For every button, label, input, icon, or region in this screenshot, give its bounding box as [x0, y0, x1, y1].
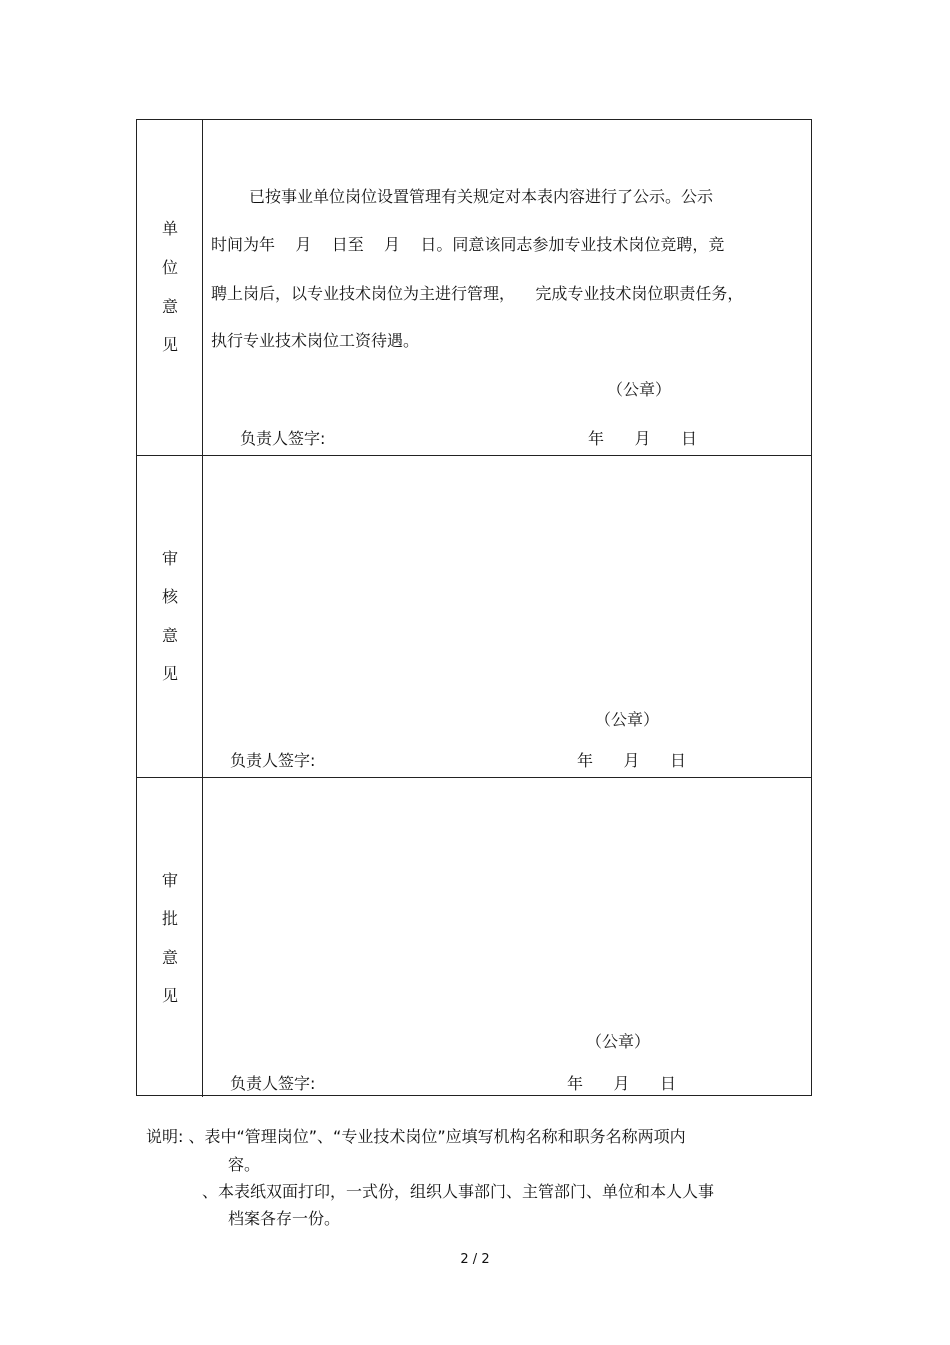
signature-label: 负责人签字:: [230, 1074, 316, 1093]
row-label-char: 见: [161, 335, 178, 354]
approval-opinion-row: [137, 777, 811, 1097]
unit-opinion-body-line: 时间为年 月 日至 月 日。同意该同志参加专业技术岗位竞聘，竞: [211, 235, 725, 254]
official-seal-label: （公章）: [586, 1032, 651, 1051]
note-line: 档案各存一份。: [228, 1209, 341, 1228]
unit-opinion-label-cell: [137, 120, 203, 455]
official-seal-label: （公章）: [595, 710, 660, 729]
row-label-char: 见: [161, 986, 178, 1005]
official-seal-label: （公章）: [607, 380, 672, 399]
unit-opinion-body-line: 聘上岗后，以专业技术岗位为主进行管理， 完成专业技术岗位职责任务，: [211, 284, 744, 303]
row-label-char: 见: [161, 664, 178, 683]
date-label: 年 月 日: [577, 751, 687, 770]
note-line: 说明: 、表中“管理岗位”、“专业技术岗位”应填写机构名称和职务名称两项内: [146, 1127, 686, 1146]
note-line: 、本表纸双面打印，一式份，组织人事部门、主管部门、单位和本人人事: [202, 1182, 715, 1201]
date-label: 年 月 日: [567, 1074, 677, 1093]
signature-label: 负责人签字:: [230, 751, 316, 770]
signature-label: 负责人签字:: [240, 429, 326, 448]
page-number: 2 / 2: [460, 1252, 490, 1267]
opinion-form-table: [136, 119, 812, 1096]
review-opinion-row: [137, 455, 811, 777]
row-label-char: 批: [161, 909, 178, 928]
row-label-char: 审: [161, 549, 178, 568]
note-line: 容。: [228, 1155, 261, 1174]
review-opinion-label-cell: [137, 456, 203, 777]
review-opinion-content-cell: [203, 456, 811, 777]
approval-opinion-label-cell: [137, 778, 203, 1097]
unit-opinion-body-line: 已按事业单位岗位设置管理有关规定对本表内容进行了公示。公示: [249, 187, 714, 206]
row-label-char: 意: [161, 626, 178, 645]
row-label-char: 审: [161, 871, 178, 890]
unit-opinion-body-line: 执行专业技术岗位工资待遇。: [211, 331, 420, 350]
row-label-char: 位: [161, 258, 178, 277]
date-label: 年 月 日: [588, 429, 698, 448]
approval-opinion-content-cell: [203, 778, 811, 1097]
unit-opinion-row: [137, 120, 811, 455]
row-label-char: 单: [161, 219, 178, 238]
row-label-char: 核: [161, 587, 178, 606]
unit-opinion-content-cell: [203, 120, 811, 455]
row-label-char: 意: [161, 948, 178, 967]
row-label-char: 意: [161, 297, 178, 316]
